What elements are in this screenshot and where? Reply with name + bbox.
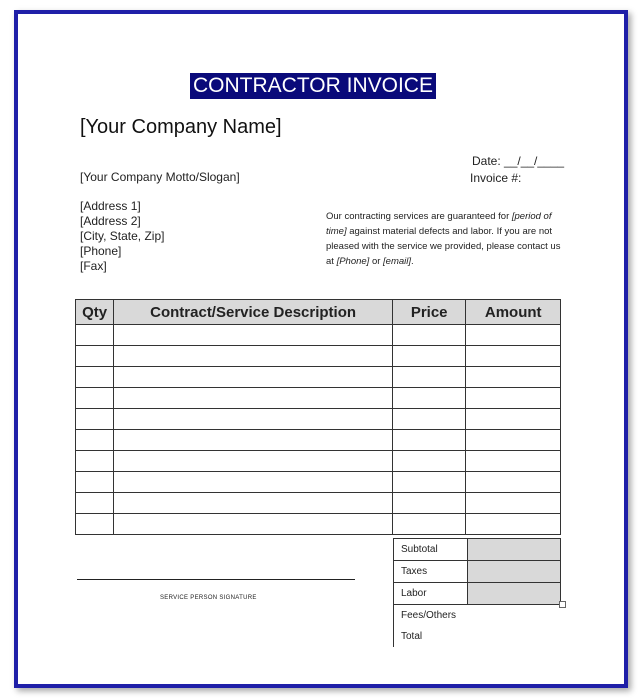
fees-label: Fees/Others [394,605,468,627]
totals-row-total [394,626,561,647]
qty-cell[interactable] [76,451,114,472]
total-label: Total [394,626,468,647]
taxes-label: Taxes [394,561,468,583]
description-cell[interactable] [114,346,393,367]
description-cell[interactable] [114,325,393,346]
company-name: [Your Company Name] [80,116,282,138]
price-cell[interactable] [392,430,465,451]
price-cell[interactable] [392,493,465,514]
amount-cell[interactable] [466,451,561,472]
description-cell[interactable] [114,430,393,451]
table-row [76,388,561,409]
subtotal-value[interactable] [468,539,561,561]
table-header-row [76,300,561,325]
totals-table [393,538,561,647]
qty-cell[interactable] [76,388,114,409]
taxes-value[interactable] [468,561,561,583]
guarantee-part-3: or [369,256,384,267]
description-cell[interactable] [114,472,393,493]
description-cell[interactable] [114,409,393,430]
total-value[interactable] [468,626,561,647]
qty-cell[interactable] [76,430,114,451]
address-fax: [Fax] [80,259,107,273]
totals-row-fees [394,605,561,627]
qty-cell[interactable] [76,472,114,493]
price-cell[interactable] [392,514,465,535]
amount-cell[interactable] [466,409,561,430]
table-row [76,367,561,388]
guarantee-part-4: . [411,256,414,267]
guarantee-part-2: against material defects and labor. If you are not pleased with the service we provided, please contact us at [326,226,561,267]
company-motto: [Your Company Motto/Slogan] [80,170,240,184]
amount-cell[interactable] [466,514,561,535]
qty-cell[interactable] [76,325,114,346]
amount-cell[interactable] [466,472,561,493]
guarantee-period: [period of time] [326,211,552,237]
qty-cell[interactable] [76,493,114,514]
guarantee-phone: [Phone] [336,256,370,267]
fees-value[interactable] [468,605,561,627]
table-resize-handle[interactable] [559,601,566,608]
address-phone: [Phone] [80,244,122,258]
price-cell[interactable] [392,451,465,472]
invoice-number: Invoice #: [470,171,522,185]
qty-cell[interactable] [76,409,114,430]
price-cell[interactable] [392,472,465,493]
description-cell[interactable] [114,388,393,409]
labor-label: Labor [394,583,468,605]
totals-row-subtotal [394,539,561,561]
qty-cell[interactable] [76,346,114,367]
amount-cell[interactable] [466,346,561,367]
qty-cell[interactable] [76,367,114,388]
header-qty: Qty [76,300,114,325]
header-price: Price [392,300,465,325]
description-cell[interactable] [114,514,393,535]
guarantee-part-1: Our contracting services are guaranteed for [326,211,512,222]
qty-cell[interactable] [76,514,114,535]
company-address [80,199,164,274]
description-cell[interactable] [114,451,393,472]
subtotal-label: Subtotal [394,539,468,561]
table-row [76,493,561,514]
totals-row-taxes [394,561,561,583]
header-description: Contract/Service Description [114,300,393,325]
address-city-state-zip: [City, State, Zip] [80,229,165,243]
description-cell[interactable] [114,367,393,388]
labor-value[interactable] [468,583,561,605]
invoice-title: CONTRACTOR INVOICE [190,73,436,99]
description-cell[interactable] [114,493,393,514]
amount-cell[interactable] [466,388,561,409]
header-amount: Amount [466,300,561,325]
price-cell[interactable] [392,409,465,430]
amount-cell[interactable] [466,493,561,514]
table-row [76,451,561,472]
totals-row-labor [394,583,561,605]
amount-cell[interactable] [466,430,561,451]
address-line-1: [Address 1] [80,199,141,213]
line-items-body [76,325,561,535]
signature-line[interactable] [77,579,355,580]
table-row [76,430,561,451]
guarantee-text [326,209,566,269]
address-line-2: [Address 2] [80,214,141,228]
table-row [76,514,561,535]
price-cell[interactable] [392,367,465,388]
price-cell[interactable] [392,325,465,346]
table-row [76,346,561,367]
table-row [76,325,561,346]
price-cell[interactable] [392,346,465,367]
amount-cell[interactable] [466,367,561,388]
table-row [76,472,561,493]
price-cell[interactable] [392,388,465,409]
table-row [76,409,561,430]
invoice-date: Date: __/__/____ [472,154,565,168]
guarantee-email: [email] [383,256,412,267]
signature-label: SERVICE PERSON SIGNATURE [160,595,257,601]
amount-cell[interactable] [466,325,561,346]
line-items-table [75,299,561,535]
